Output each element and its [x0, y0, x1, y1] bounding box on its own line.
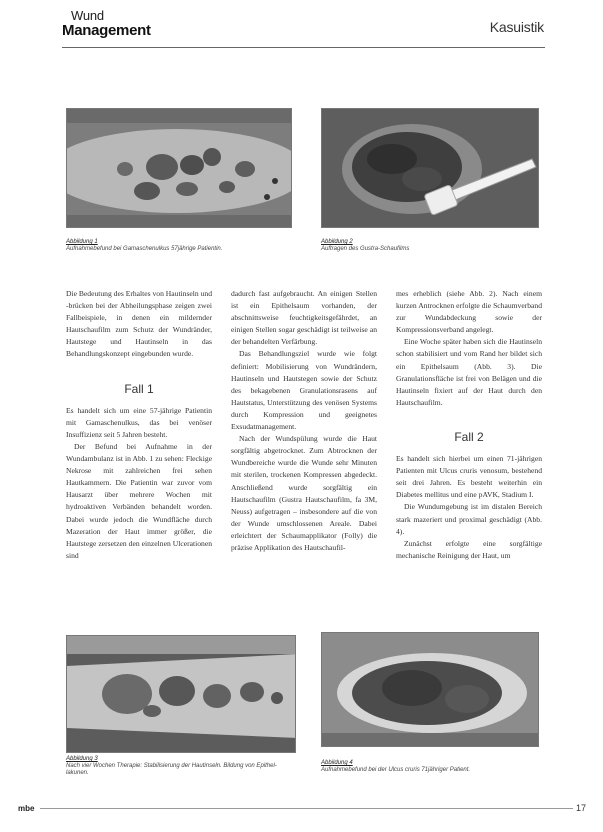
- case-2-heading: Fall 2: [454, 429, 484, 444]
- brand-line2: Management: [62, 22, 151, 39]
- figure-3-title: Abbildung 3: [66, 756, 98, 762]
- header-rule: [62, 47, 545, 48]
- figure-2-text: Auftragen des Gustra-Schaufilms: [321, 246, 410, 252]
- text-column-2: [231, 288, 377, 554]
- figure-4-text: Aufnahmebefund bei der Ulcus cruris 71jähriger Patient.: [321, 767, 471, 773]
- col3-paragraph-2: Eine Woche später haben sich die Hautinseln schon stabilisiert und vom Rand her bildet sich ein Epithelsaum (Abb. 3). Die Granulationsfläche ist frei von Belägen und die Hautinseln fixiert auf der Haut durch den Hautschaufilm.: [396, 337, 542, 407]
- case-2-paragraph-3: Zunächst erfolgte eine sorgfältige mechanische Reinigung der Haut, um: [396, 538, 542, 560]
- figure-3-photo: [66, 635, 296, 753]
- figure-1-title: Abbildung 1: [66, 239, 98, 245]
- page-number: 17: [575, 803, 586, 813]
- text-column-3: [396, 288, 542, 562]
- figure-4-title: Abbildung 4: [321, 760, 353, 766]
- case-1-paragraph-2: Der Befund bei Aufnahme in der Wundambulanz ist in Abb. 1 zu sehen: Fleckige Nekrose mit zahlreichen frei sehen Hautkammern. Die Patientin war zuvor vom Hausarzt über mehrere Wochen mit hydroaktiven Verbänden behandelt worden. Dabei wurde jedoch die Wundfläche durch Mazeration der Haut immer größer, die Hautstege zersetzen den einzelnen Ulcerationen sind: [66, 441, 212, 560]
- case-1-paragraph-1: Es handelt sich um eine 57-jährige Patientin mit Gamaschenulkus, das bei venöser Insuffizienz seit 5 Jahren besteht.: [66, 405, 212, 439]
- figure-2-photo: [321, 108, 539, 228]
- case-2-paragraph-1: Es handelt sich hierbei um einen 71-jährigen Patienten mit Ulcus cruris venosum, bestehend seit drei Jahren. Es besteht weiterhin ein Diabetes mellitus und eine pAVK, Stadium I.: [396, 454, 542, 500]
- figure-1-photo: [66, 108, 292, 228]
- brand-line1: Wund: [71, 8, 104, 23]
- figure-2-caption: [321, 239, 539, 253]
- leg-ulcer-photo-4: [322, 633, 539, 747]
- col2-paragraph-1: dadurch fast aufgebraucht. An einigen Stellen ist ein Epithelsaum vorhanden, der abschnittsweise feuchtigkeitsgefährdet, an einigen Stellen sogar geschädigt ist teilweise an der behandelten Verfärbung.: [231, 289, 377, 347]
- col2-paragraph-3: Nach der Wundspülung wurde die Haut sorgfältig abgetrocknet. Zum Abtrocknen der Wundbereiche wurde die Wunde sehr Minuten mit sterilen, trockenen Kompressen abgedeckt. Anschließend wurde sorgfältig ein Hautschaufilm (Gustra Hautschaufilm, fa 3M, Neuss) aufgetragen – insbesondere auf die von der Wunde umschlossenen Areale. Dabei erleichtert der Schaumapplikator (Folly) die präzise Applikation des Hautschaufil-: [231, 434, 377, 552]
- col2-paragraph-2: Das Behandlungsziel wurde wie folgt definiert: Mobilisierung von Wundrändern, Hautinseln und Hautstegen sowie der Schutz des bekagebenen Granulationsrasens auf Hautstatus, Unterstützung des venösen Systems durch Kompression und geeignetes Exsudatmanagement.: [231, 349, 377, 432]
- figure-1-text: Aufnahmebefund bei Gamaschenulkus 57jährige Patientin.: [66, 246, 223, 252]
- figure-3-text: Nach vier Wochen Therapie: Stabilisierung der Hautinseln. Bildung von Epithel-lakunen.: [66, 763, 277, 776]
- leg-ulcer-photo-1: [67, 109, 292, 228]
- section-title: Kasuistik: [489, 19, 544, 35]
- figure-4-caption: [321, 760, 539, 774]
- case-2-paragraph-2: Die Wundumgebung ist im distalen Bereich stark mazeriert und proximal geschädigt (Abb. 4).: [396, 502, 542, 536]
- intro-paragraph: Die Bedeutung des Erhaltes von Hautinseln und -brücken bei der Abheilungsphase zeigen zwei Fallbeispiele, in denen ein mildernder Hautschaufilm zum Schutz der Wundränder, Hautstege und Hautinseln in das Behandlungskonzept eingebunden wurde.: [66, 289, 212, 359]
- figure-4-photo: [321, 632, 539, 747]
- col3-paragraph-1: mes erheblich (siehe Abb. 2). Nach einem kurzen Antrocknen erfolgte die Schaumverband zur Wundabdeckung sowie der Kompressionsverband angelegt.: [396, 289, 542, 335]
- figure-1-caption: [66, 239, 292, 253]
- figure-2-title: Abbildung 2: [321, 239, 353, 245]
- footer-rule: [40, 808, 573, 809]
- text-column-1: [66, 288, 212, 562]
- foam-applicator-photo: [322, 109, 539, 228]
- leg-ulcer-photo-3: [67, 636, 296, 753]
- case-1-heading: Fall 1: [124, 381, 154, 396]
- figure-3-caption: [66, 756, 296, 777]
- footer-publisher: mbe: [18, 804, 35, 813]
